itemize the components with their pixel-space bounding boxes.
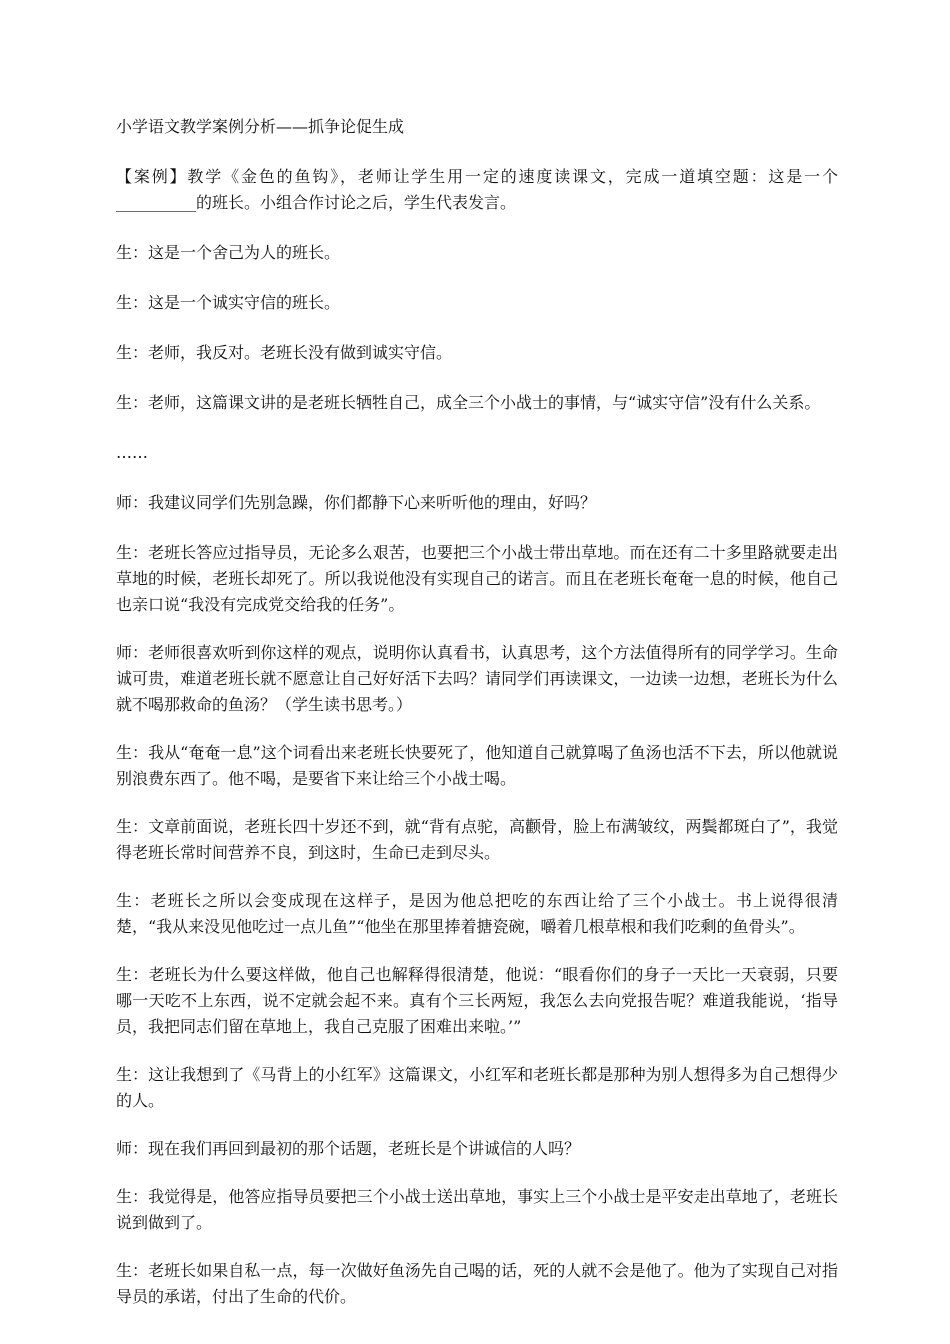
dialogue-paragraph: 生：我觉得是，他答应指导员要把三个小战士送出草地，事实上三个小战士是平安走出草地了，老班长说到做到了。 (116, 1187, 838, 1232)
dialogue-paragraph: 师：现在我们再回到最初的那个话题，老班长是个讲诚信的人吗？ (116, 1139, 581, 1158)
case-intro-paragraph: 【案例】教学《金色的鱼钩》，老师让学生用一定的速度读课文，完成一道填空题：这是一个__________的班长。小组合作讨论之后，学生代表发言。 (116, 167, 838, 212)
dialogue-paragraph: 生：老班长之所以会变成现在这样子，是因为他总把吃的东西让给了三个小战士。书上说得很清楚，“我从来没见他吃过一点儿鱼”“他坐在那里捧着搪瓷碗，嚼着几根草根和我们吃剩的鱼骨头”。 (116, 891, 838, 936)
dialogue-paragraph: 生：这让我想到了《马背上的小红军》这篇课文，小红军和老班长都是那种为别人想得多为自己想得少的人。 (116, 1065, 838, 1110)
dialogue-paragraph: 生：老师，我反对。老班长没有做到诚实守信。 (116, 343, 453, 362)
dialogue-paragraph: 生：我从“奄奄一息”这个词看出来老班长快要死了，他知道自己就算喝了鱼汤也活不下去，所以他就说别浪费东西了。他不喝，是要省下来让给三个小战士喝。 (116, 743, 838, 788)
dialogue-paragraph: 生：这是一个舍己为人的班长。 (116, 243, 341, 262)
dialogue-paragraph: 生：老班长答应过指导员，无论多么艰苦，也要把三个小战士带出草地。而在还有二十多里路就要走出草地的时候，老班长却死了。所以我说他没有实现自己的诺言。而且在老班长奄奄一息的时候，他自己也亲口说“我没有完成党交给我的任务”。 (116, 543, 838, 614)
dialogue-paragraph: 师：老师很喜欢听到你这样的观点，说明你认真看书，认真思考，这个方法值得所有的同学学习。生命诚可贵，难道老班长就不愿意让自己好好活下去吗？请同学们再读课文，一边读一边想，老班长为什么就不喝那救命的鱼汤？（学生读书思考。） (116, 643, 838, 714)
dialogue-paragraph: 生：老班长如果自私一点，每一次做好鱼汤先自己喝的话，死的人就不会是他了。他为了实现自己对指导员的承诺，付出了生命的代价。 (116, 1261, 838, 1306)
dialogue-paragraph: 生：老班长为什么要这样做，他自己也解释得很清楚，他说：“眼看你们的身子一天比一天衰弱，只要哪一天吃不上东西，说不定就会起不来。真有个三长两短，我怎么去向党报告呢？难道我能说，‘指导员，我把同志们留在草地上，我自己克服了困难出来啦。’” (116, 965, 838, 1036)
dialogue-paragraph: 生：文章前面说，老班长四十岁还不到，就“背有点驼，高颧骨，脸上布满皱纹，两鬓都斑白了”，我觉得老班长常时间营养不良，到这时，生命已走到尽头。 (116, 817, 838, 862)
dialogue-paragraph: 生：这是一个诚实守信的班长。 (116, 293, 341, 312)
document-title: 小学语文教学案例分析——抓争论促生成 (116, 117, 405, 136)
dialogue-paragraph: 师：我建议同学们先别急躁，你们都静下心来听听他的理由，好吗？ (116, 493, 597, 512)
dialogue-paragraph: 生：老师，这篇课文讲的是老班长牺牲自己，成全三个小战士的事情，与“诚实守信”没有什么关系。 (116, 393, 821, 412)
ellipsis-paragraph: …… (116, 443, 148, 462)
